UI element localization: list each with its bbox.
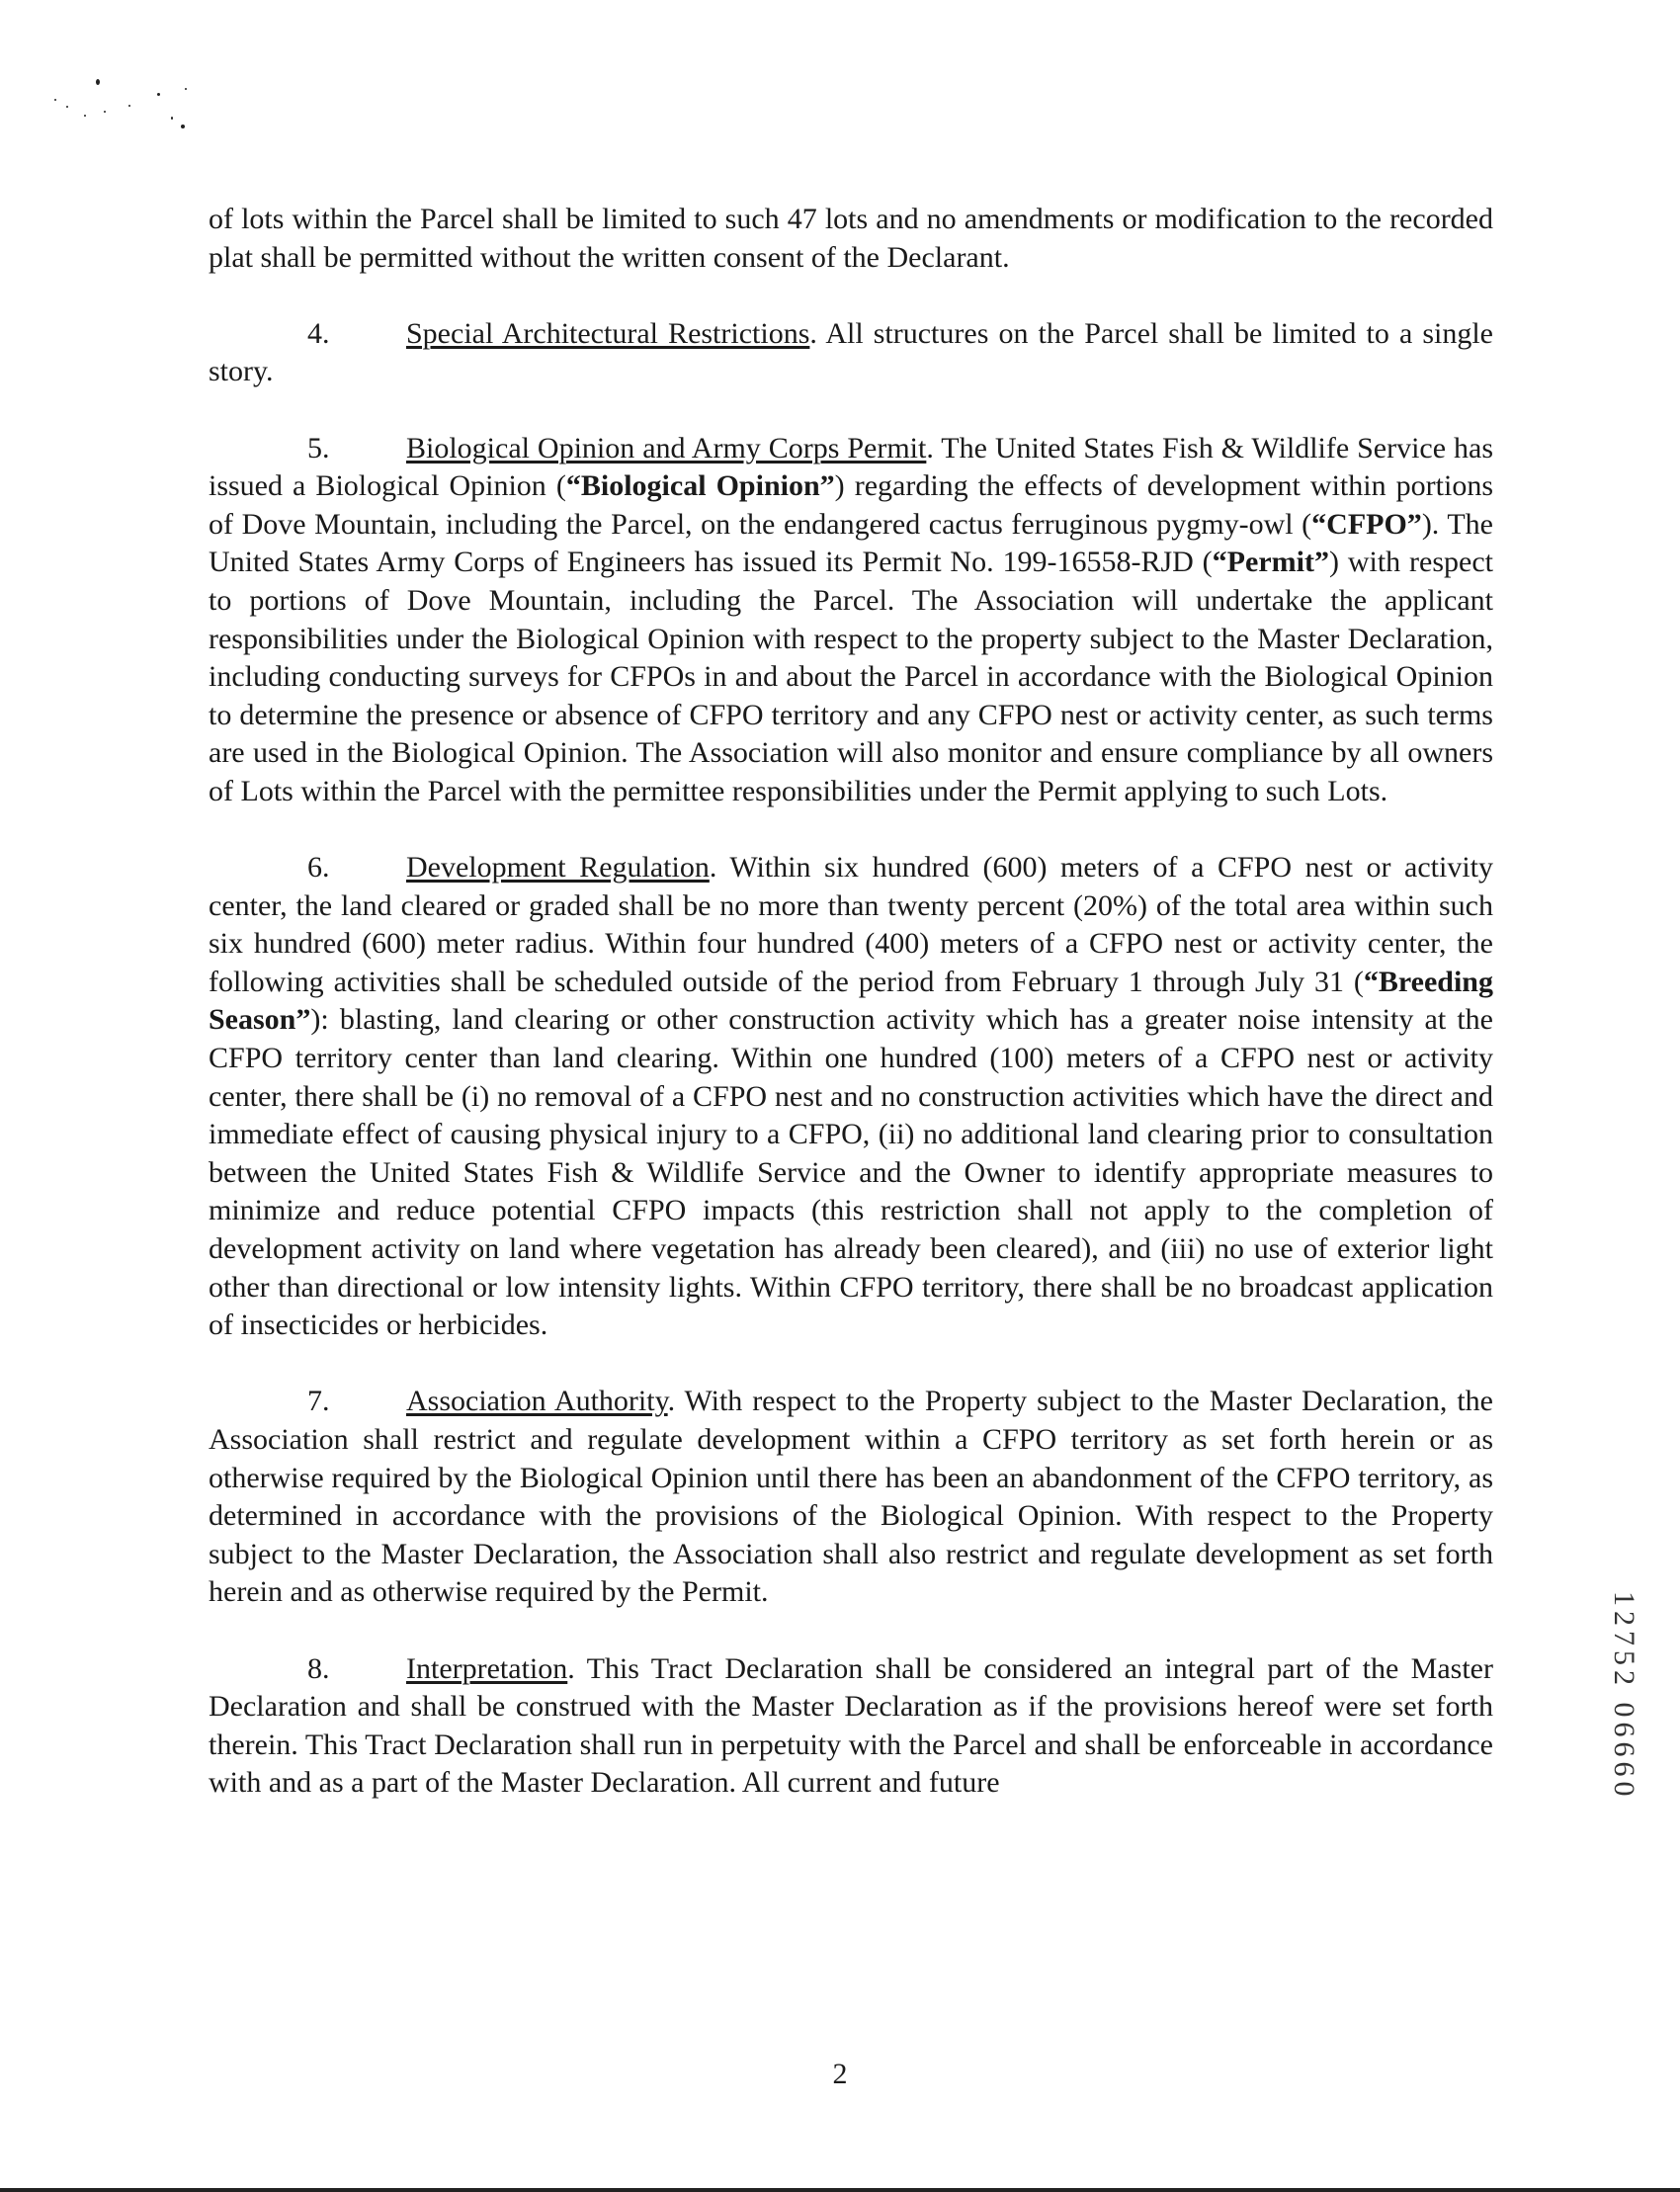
section-number: 5. [307,431,330,464]
section-body: . With respect to the Property subject to the Master Declaration, the Association shall restrict and regulate development within a CFPO territory as set forth herein or as otherwise required by the Biological Opinion until there has been an abandonment of the CFPO territory, as determined in accordance with the provisions of the Biological Opinion. With respect to the Property subject to the Master Declaration, the Association shall also restrict and regulate development as set forth herein and as otherwise required by the Permit. [209,1385,1493,1609]
section-body-text: . Within six hundred (600) meters of a CFPO nest or activity center, the land cleared or graded shall be no more than twenty percent (20%) of the total area within such six hundred (600) meter radius. Within four hundred (400) meters of a CFPO nest or activity center, the following activities shall be scheduled outside of the period from February 1 through July 31 ( [209,851,1493,998]
section-body: . This Tract Declaration shall be considered an integral part of the Master Declaration and shall be construed with the Master Declaration as if the provisions hereof were set forth therein. This Tract Declaration shall run in perpetuity with the Parcel and shall be enforceable in accordance with and as a part of the Master Declaration. All current and future [209,1651,1493,1800]
section-6 [209,849,1493,1345]
defined-term: “Biological Opinion” [565,469,835,503]
defined-term: “Breeding Season” [209,965,1493,1037]
section-body-text: . The United States Fish & Wildlife Service has issued a Biological Opinion ( [209,431,1494,503]
paragraph-continuation: of lots within the Parcel shall be limited to such 47 lots and no amendments or modification to the recorded plat shall be permitted without the written consent of the Declarant. [209,203,1493,274]
section-number: 6. [307,851,330,885]
section-body-text: ): blasting, land clearing or other construction activity which has a greater noise intensity at the CFPO territory center than land clearing. Within one hundred (100) meters of a CFPO nest or activity center, there shall be (i) no removal of a CFPO nest and no construction activities which have the direct and immediate effect of causing physical injury to a CFPO, (ii) no additional land clearing prior to consultation between the United States Fish & Wildlife Service and the Owner to identify appropriate measures to minimize and reduce potential CFPO impacts (this restriction shall not apply to the completion of development activity on land where vegetation has already been cleared), and (iii) no use of exterior light other than directional or low intensity lights. Within CFPO territory, there shall be no broadcast application of insecticides or herbicides. [209,1003,1493,1342]
section-4 [209,315,1493,391]
section-body: . All structures on the Parcel shall be limited to a single story. [209,316,1493,388]
recording-stamp-text: 12752 06660 [1608,1591,1640,1802]
section-number: 4. [307,316,330,350]
scan-edge-line [0,2188,1680,2192]
document-body [209,201,1493,1841]
section-8 [209,1650,1493,1803]
section-heading: Special Architectural Restrictions [406,316,810,350]
section-body-text: ). The United States Army Corps of Engineers has issued its Permit No. 199-16558-RJD ( [209,507,1493,579]
page-number: 2 [832,2058,848,2090]
scan-artifact [54,69,212,138]
section-heading: Interpretation [406,1651,568,1685]
section-number: 8. [307,1651,330,1685]
section-7 [209,1383,1493,1612]
defined-term: “Permit” [1212,546,1329,579]
section-heading: Biological Opinion and Army Corps Permit [406,431,927,464]
section-5 [209,430,1493,811]
section-body-text: ) with respect to portions of Dove Mountain, including the Parcel. The Association will undertake the applicant responsibilities under the Biological Opinion with respect to the property subject to the Master Declaration, including conducting surveys for CFPOs in and about the Parcel in accordance with the Biological Opinion to determine the presence or absence of CFPO territory and any CFPO nest or activity center, as such terms are used in the Biological Opinion. The Association will also monitor and ensure compliance by all owners of Lots within the Parcel with the permittee responsibilities under the Permit applying to such Lots. [209,546,1493,807]
defined-term: “CFPO” [1311,507,1422,541]
section-body-text: ) regarding the effects of development within portions of Dove Mountain, including the Parcel, on the endangered cactus ferruginous pygmy-owl ( [209,469,1493,541]
section-heading: Development Regulation [406,851,710,885]
recording-stamp [1593,1591,1652,1858]
section-heading: Association Authority [406,1385,668,1418]
section-number: 7. [307,1385,330,1418]
